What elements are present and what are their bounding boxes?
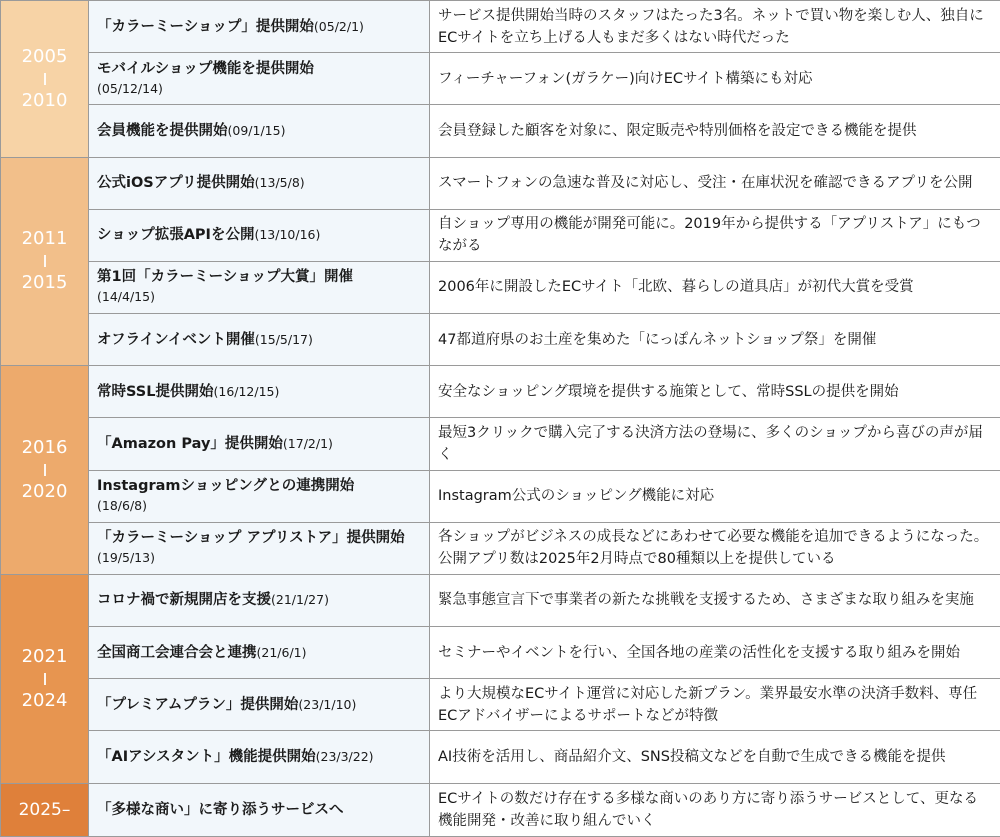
era-start-year: 2016	[21, 437, 68, 459]
era-separator	[44, 673, 46, 685]
table-row	[1, 53, 1000, 105]
event-title: ショップ拡張APIを公開	[97, 227, 255, 244]
description-cell: より大規模なECサイト運営に対応した新プラン。業界最安水準の決済手数料、専任ECアドバイザーによるサポートなどが特徴	[430, 679, 1000, 731]
event-title: 「AIアシスタント」機能提供開始	[97, 748, 316, 765]
event-cell	[89, 470, 430, 522]
description-cell: セミナーやイベントを行い、全国各地の産業の活性化を支援する取り組みを開始	[430, 627, 1000, 679]
event-date: (13/5/8)	[254, 175, 305, 191]
event-title: 全国商工会連合会と連携	[97, 644, 257, 661]
table-row	[1, 574, 1000, 626]
event-cell	[89, 783, 430, 836]
era-start-year: 2011	[21, 228, 68, 250]
description-cell: AI技術を活用し、商品紹介文、SNS投稿文などを自動で生成できる機能を提供	[430, 731, 1000, 783]
table-row	[1, 209, 1000, 261]
event-title: モバイルショップ機能を提供開始	[97, 60, 314, 77]
event-date: (19/5/13)	[97, 550, 155, 566]
event-cell	[89, 627, 430, 679]
era-end-year: 2010	[21, 89, 68, 111]
description-cell: 緊急事態宣言下で事業者の新たな挑戦を支援するため、さまざまな取り組みを実施	[430, 574, 1000, 626]
event-date: (05/2/1)	[313, 18, 364, 34]
event-date: (18/6/8)	[97, 498, 147, 514]
event-date: (17/2/1)	[282, 435, 333, 451]
event-cell	[89, 314, 430, 366]
table-row	[1, 470, 1000, 522]
table-row	[1, 522, 1000, 574]
era-end-year: 2024	[21, 689, 68, 711]
event-cell	[89, 574, 430, 626]
description-cell: 最短3クリックで購入完了する決済方法の登場に、多くのショップから喜びの声が届く	[430, 418, 1000, 470]
event-cell	[89, 731, 430, 783]
table-row	[1, 366, 1000, 418]
era-start-year: 2021	[21, 645, 68, 667]
event-cell	[89, 418, 430, 470]
description-cell: スマートフォンの急速な普及に対応し、受注・在庫状況を確認できるアプリを公開	[430, 157, 1000, 209]
event-title: 「カラーミーショップ アプリストア」提供開始	[97, 530, 405, 547]
era-cell-2016-2020	[1, 366, 89, 575]
table-row	[1, 783, 1000, 836]
event-date: (14/4/15)	[97, 289, 155, 305]
description-cell: 2006年に開設したECサイト「北欧、暮らしの道具店」が初代大賞を受賞	[430, 261, 1000, 313]
table-row	[1, 418, 1000, 470]
event-cell	[89, 53, 430, 105]
table-row	[1, 731, 1000, 783]
era-end-year: 2015	[21, 272, 68, 294]
table-row	[1, 1, 1000, 53]
event-date: (09/1/15)	[227, 122, 286, 138]
event-title: 「プレミアムプラン」提供開始	[97, 696, 299, 713]
table-row	[1, 157, 1000, 209]
event-title: 「Amazon Pay」提供開始	[97, 435, 283, 452]
era-cell-2025-onward	[1, 783, 89, 836]
event-date: (23/3/22)	[315, 748, 374, 764]
event-title: 「多様な商い」に寄り添うサービスへ	[97, 801, 344, 818]
event-title: 常時SSL提供開始	[97, 383, 214, 400]
era-cell-2005-2010	[1, 1, 89, 158]
event-title: 第1回「カラーミーショップ大賞」開催	[97, 269, 354, 286]
event-date: (05/12/14)	[97, 80, 163, 96]
table-row	[1, 261, 1000, 313]
event-date: (16/12/15)	[213, 383, 280, 399]
table-row	[1, 314, 1000, 366]
description-cell: Instagram公式のショッピング機能に対応	[430, 470, 1000, 522]
description-cell: 各ショップがビジネスの成長などにあわせて必要な機能を追加できるようになった。公開アプリ数は2025年2月時点で80種類以上を提供している	[430, 522, 1000, 574]
event-title: 会員機能を提供開始	[97, 122, 228, 139]
event-cell	[89, 522, 430, 574]
description-cell: サービス提供開始当時のスタッフはたった3名。ネットで買い物を楽しむ人、独自にECサイトを立ち上げる人もまだ多くはない時代だった	[430, 1, 1000, 53]
description-cell: フィーチャーフォン(ガラケー)向けECサイト構築にも対応	[430, 53, 1000, 105]
event-date: (15/5/17)	[254, 331, 313, 347]
timeline-body	[1, 1, 1000, 837]
era-start-year: 2025–	[18, 799, 71, 820]
table-row	[1, 627, 1000, 679]
table-row	[1, 679, 1000, 731]
table-row	[1, 105, 1000, 157]
era-end-year: 2020	[21, 481, 68, 503]
era-separator	[44, 73, 46, 85]
event-cell	[89, 209, 430, 261]
event-cell	[89, 157, 430, 209]
era-cell-2021-2024	[1, 574, 89, 783]
event-cell	[89, 105, 430, 157]
era-separator	[44, 464, 46, 476]
event-date: (21/1/27)	[271, 592, 329, 608]
event-cell	[89, 366, 430, 418]
era-cell-2011-2015	[1, 157, 89, 366]
description-cell: 安全なショッピング環境を提供する施策として、常時SSLの提供を開始	[430, 366, 1000, 418]
event-title: オフラインイベント開催	[97, 331, 255, 348]
description-cell: 47都道府県のお土産を集めた「にっぽんネットショップ祭」を開催	[430, 314, 1000, 366]
event-title: Instagramショッピングとの連携開始	[97, 478, 355, 495]
description-cell: 会員登録した顧客を対象に、限定販売や特別価格を設定できる機能を提供	[430, 105, 1000, 157]
event-title: 公式iOSアプリ提供開始	[97, 175, 255, 192]
era-start-year: 2005	[21, 45, 68, 67]
event-cell	[89, 261, 430, 313]
event-title: 「カラーミーショップ」提供開始	[97, 18, 314, 35]
event-date: (21/6/1)	[256, 644, 307, 660]
event-title: コロナ禍で新規開店を支援	[97, 592, 271, 609]
event-date: (13/10/16)	[254, 227, 321, 243]
description-cell: 自ショップ専用の機能が開発可能に。2019年から提供する「アプリストア」にもつながる	[430, 209, 1000, 261]
event-date: (23/1/10)	[298, 696, 357, 712]
event-cell	[89, 1, 430, 53]
era-separator	[44, 255, 46, 267]
event-cell	[89, 679, 430, 731]
description-cell: ECサイトの数だけ存在する多様な商いのあり方に寄り添うサービスとして、更なる機能開発・改善に取り組んでいく	[430, 783, 1000, 836]
